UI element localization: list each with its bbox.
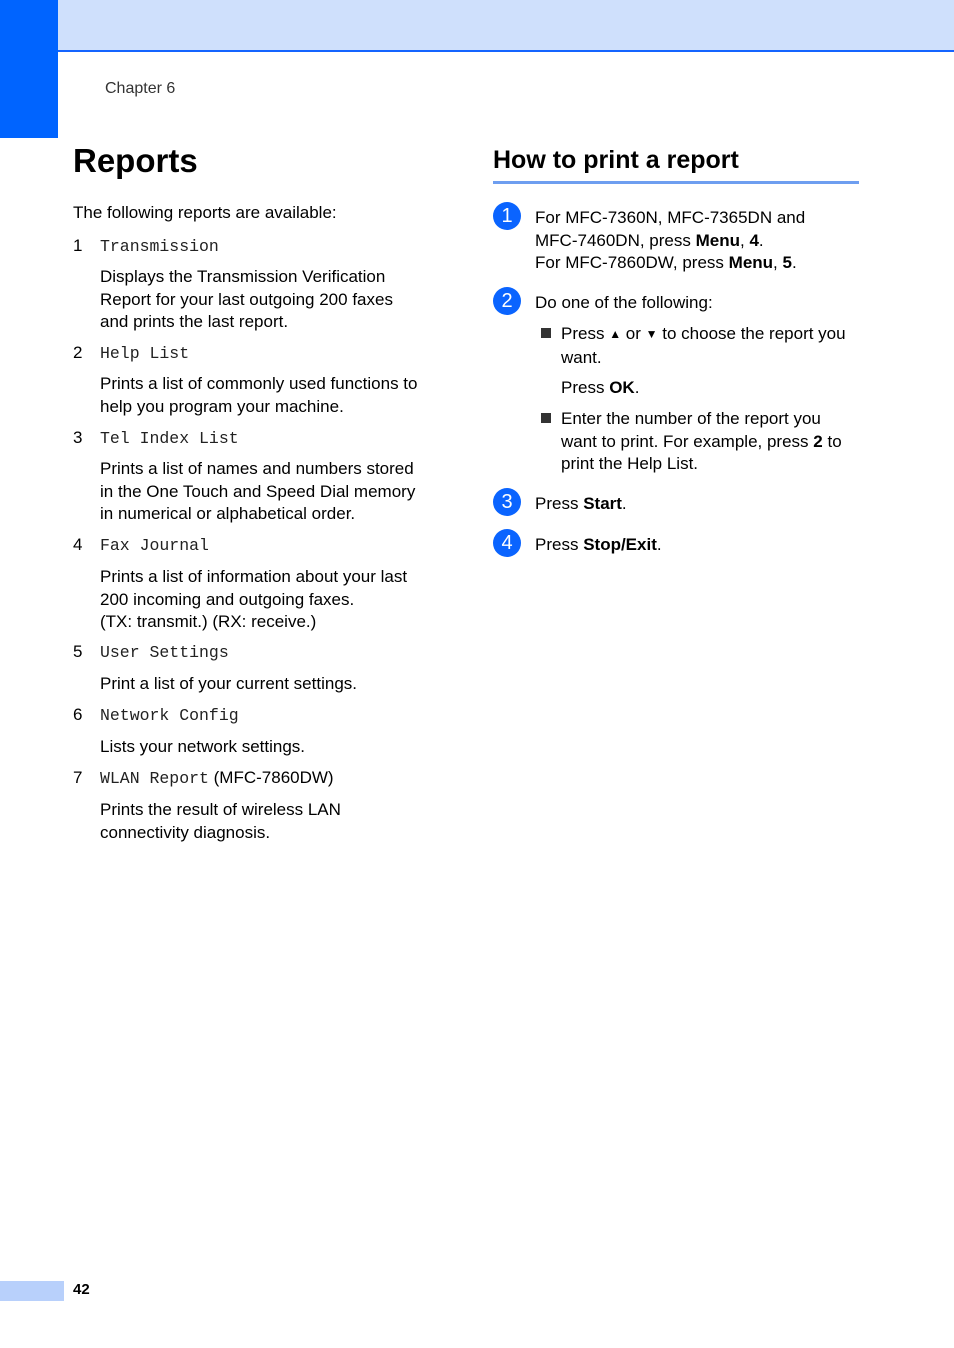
- report-number: 3: [73, 428, 83, 447]
- page-marker: [0, 1281, 64, 1301]
- report-description: Prints a list of names and numbers stored in the One Touch and Speed Dial memory in numerical or alphabetical order.: [100, 459, 416, 523]
- step-text: Press Stop/Exit.: [535, 535, 662, 554]
- down-arrow-icon: ▼: [645, 327, 658, 341]
- how-to-heading: How to print a report: [493, 146, 739, 174]
- report-description: Displays the Transmission Verification Report for your last outgoing 200 faxes and prints the last report.: [100, 267, 393, 331]
- step-badge: 3: [493, 488, 521, 516]
- step-text: Do one of the following:: [535, 293, 713, 312]
- step-badge: 1: [493, 202, 521, 230]
- bullet-square: [541, 413, 551, 423]
- report-name: WLAN Report (MFC-7860DW): [100, 768, 334, 788]
- sub-step-text: Press OK.: [561, 378, 640, 397]
- report-name: Transmission: [100, 237, 219, 256]
- sub-step-text: Press ▲ or ▼ to choose the report you want.: [561, 324, 846, 367]
- reports-heading: Reports: [73, 142, 198, 179]
- up-arrow-icon: ▲: [609, 327, 622, 341]
- report-number: 6: [73, 705, 83, 724]
- report-number: 4: [73, 535, 83, 554]
- chapter-label: Chapter 6: [105, 80, 176, 97]
- sub-step-text: Enter the number of the report you want to print. For example, press 2 to print the Help List.: [561, 409, 842, 473]
- step-badge: 2: [493, 287, 521, 315]
- reports-intro: The following reports are available:: [73, 203, 337, 222]
- chapter-tab: [0, 0, 58, 138]
- report-description: Prints a list of commonly used functions to help you program your machine.: [100, 374, 418, 416]
- report-name: Tel Index List: [100, 429, 239, 448]
- report-description: Prints a list of information about your last 200 incoming and outgoing faxes. (TX: transmit.) (RX: receive.): [100, 567, 408, 631]
- step-badge: 4: [493, 529, 521, 557]
- report-description: Prints the result of wireless LAN connectivity diagnosis.: [100, 800, 341, 842]
- report-number: 5: [73, 642, 83, 661]
- page-number: 42: [73, 1281, 90, 1298]
- report-name: User Settings: [100, 643, 229, 662]
- report-number: 1: [73, 236, 83, 255]
- report-description: Lists your network settings.: [100, 737, 306, 756]
- report-number: 2: [73, 343, 83, 362]
- report-name: Help List: [100, 344, 190, 363]
- step-text: Press Start.: [535, 494, 627, 513]
- bullet-square: [541, 328, 551, 338]
- report-name: Fax Journal: [100, 536, 209, 555]
- report-number: 7: [73, 768, 83, 787]
- header-band: [0, 0, 954, 52]
- report-description: Print a list of your current settings.: [100, 674, 357, 693]
- step-text: For MFC-7360N, MFC-7365DN and MFC-7460DN, press Menu, 4. For MFC-7860DW, press Menu, 5.: [535, 208, 806, 272]
- report-name: Network Config: [100, 706, 239, 725]
- heading-rule: [493, 181, 859, 184]
